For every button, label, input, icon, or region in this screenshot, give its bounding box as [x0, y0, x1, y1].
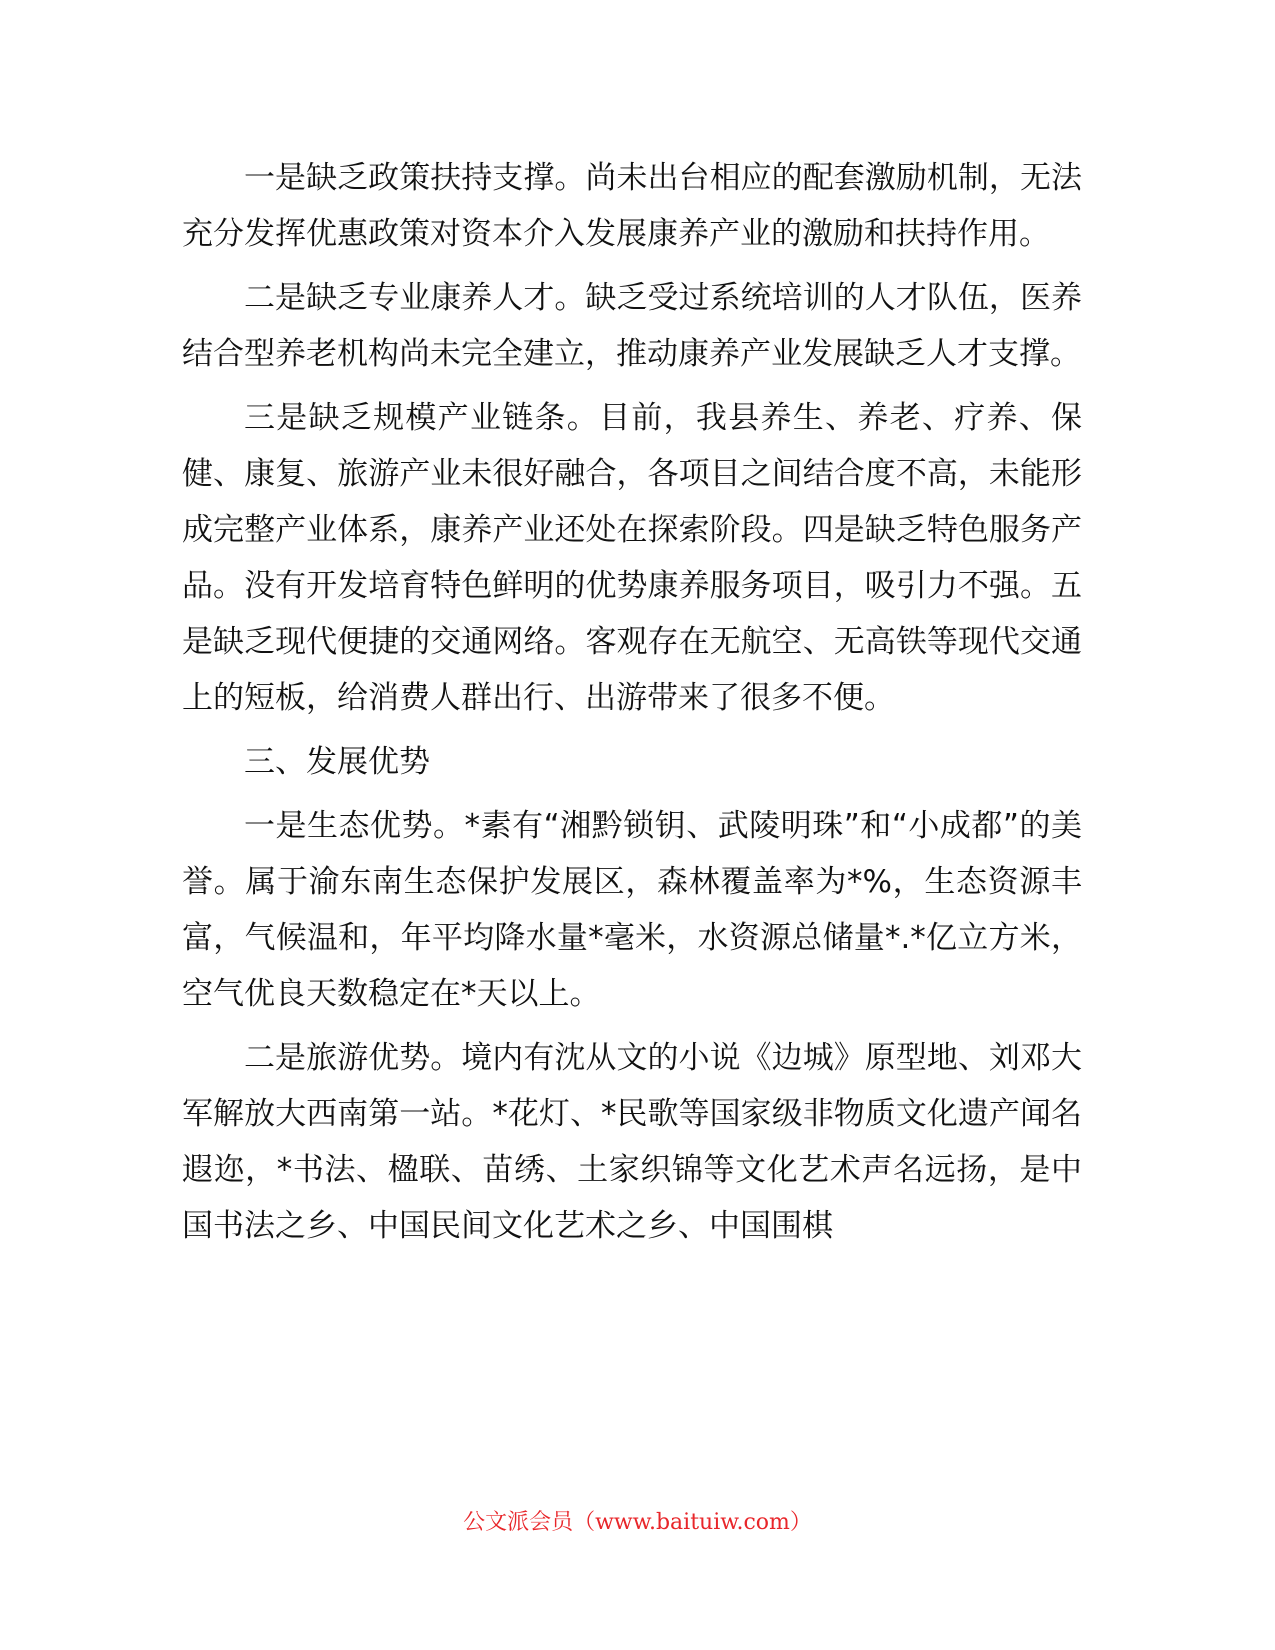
paragraph-tourism-advantage: 二是旅游优势。境内有沈从文的小说《边城》原型地、刘邓大军解放大西南第一站。*花灯、*民歌等国家级非物质文化遗产闻名遐迩，*书法、楹联、苗绣、土家织锦等文化艺术声名远扬，是中国书法之乡、中国民间文化艺术之乡、中国围棋 — [182, 1040, 1082, 1244]
section-heading: 三、发展优势 — [244, 744, 430, 780]
paragraph-industry-chain: 三是缺乏规模产业链条。目前，我县养生、养老、疗养、保健、康复、旅游产业未很好融合，各项目之间结合度不高，未能形成完整产业体系，康养产业还处在探索阶段。四是缺乏特色服务产品。没有开发培育特色鲜明的优势康养服务项目，吸引力不强。五是缺乏现代便捷的交通网络。客观存在无航空、无高铁等现代交通上的短板，给消费人群出行、出游带来了很多不便。 — [182, 400, 1082, 716]
watermark-footer: 公文派会员（www.baituiw.com） — [463, 1510, 812, 1535]
document-body — [182, 150, 1082, 1262]
paragraph-policy-support: 一是缺乏政策扶持支撑。尚未出台相应的配套激励机制，无法充分发挥优惠政策对资本介入发展康养产业的激励和扶持作用。 — [182, 160, 1082, 252]
paragraph-ecology-advantage: 一是生态优势。*素有“湘黔锁钥、武陵明珠”和“小成都”的美誉。属于渝东南生态保护发展区，森林覆盖率为*%，生态资源丰富，气候温和，年平均降水量*毫米，水资源总储量*.*亿立方米，空气优良天数稳定在*天以上。 — [182, 808, 1082, 1012]
paragraph-talent: 二是缺乏专业康养人才。缺乏受过系统培训的人才队伍，医养结合型养老机构尚未完全建立，推动康养产业发展缺乏人才支撑。 — [182, 280, 1082, 372]
